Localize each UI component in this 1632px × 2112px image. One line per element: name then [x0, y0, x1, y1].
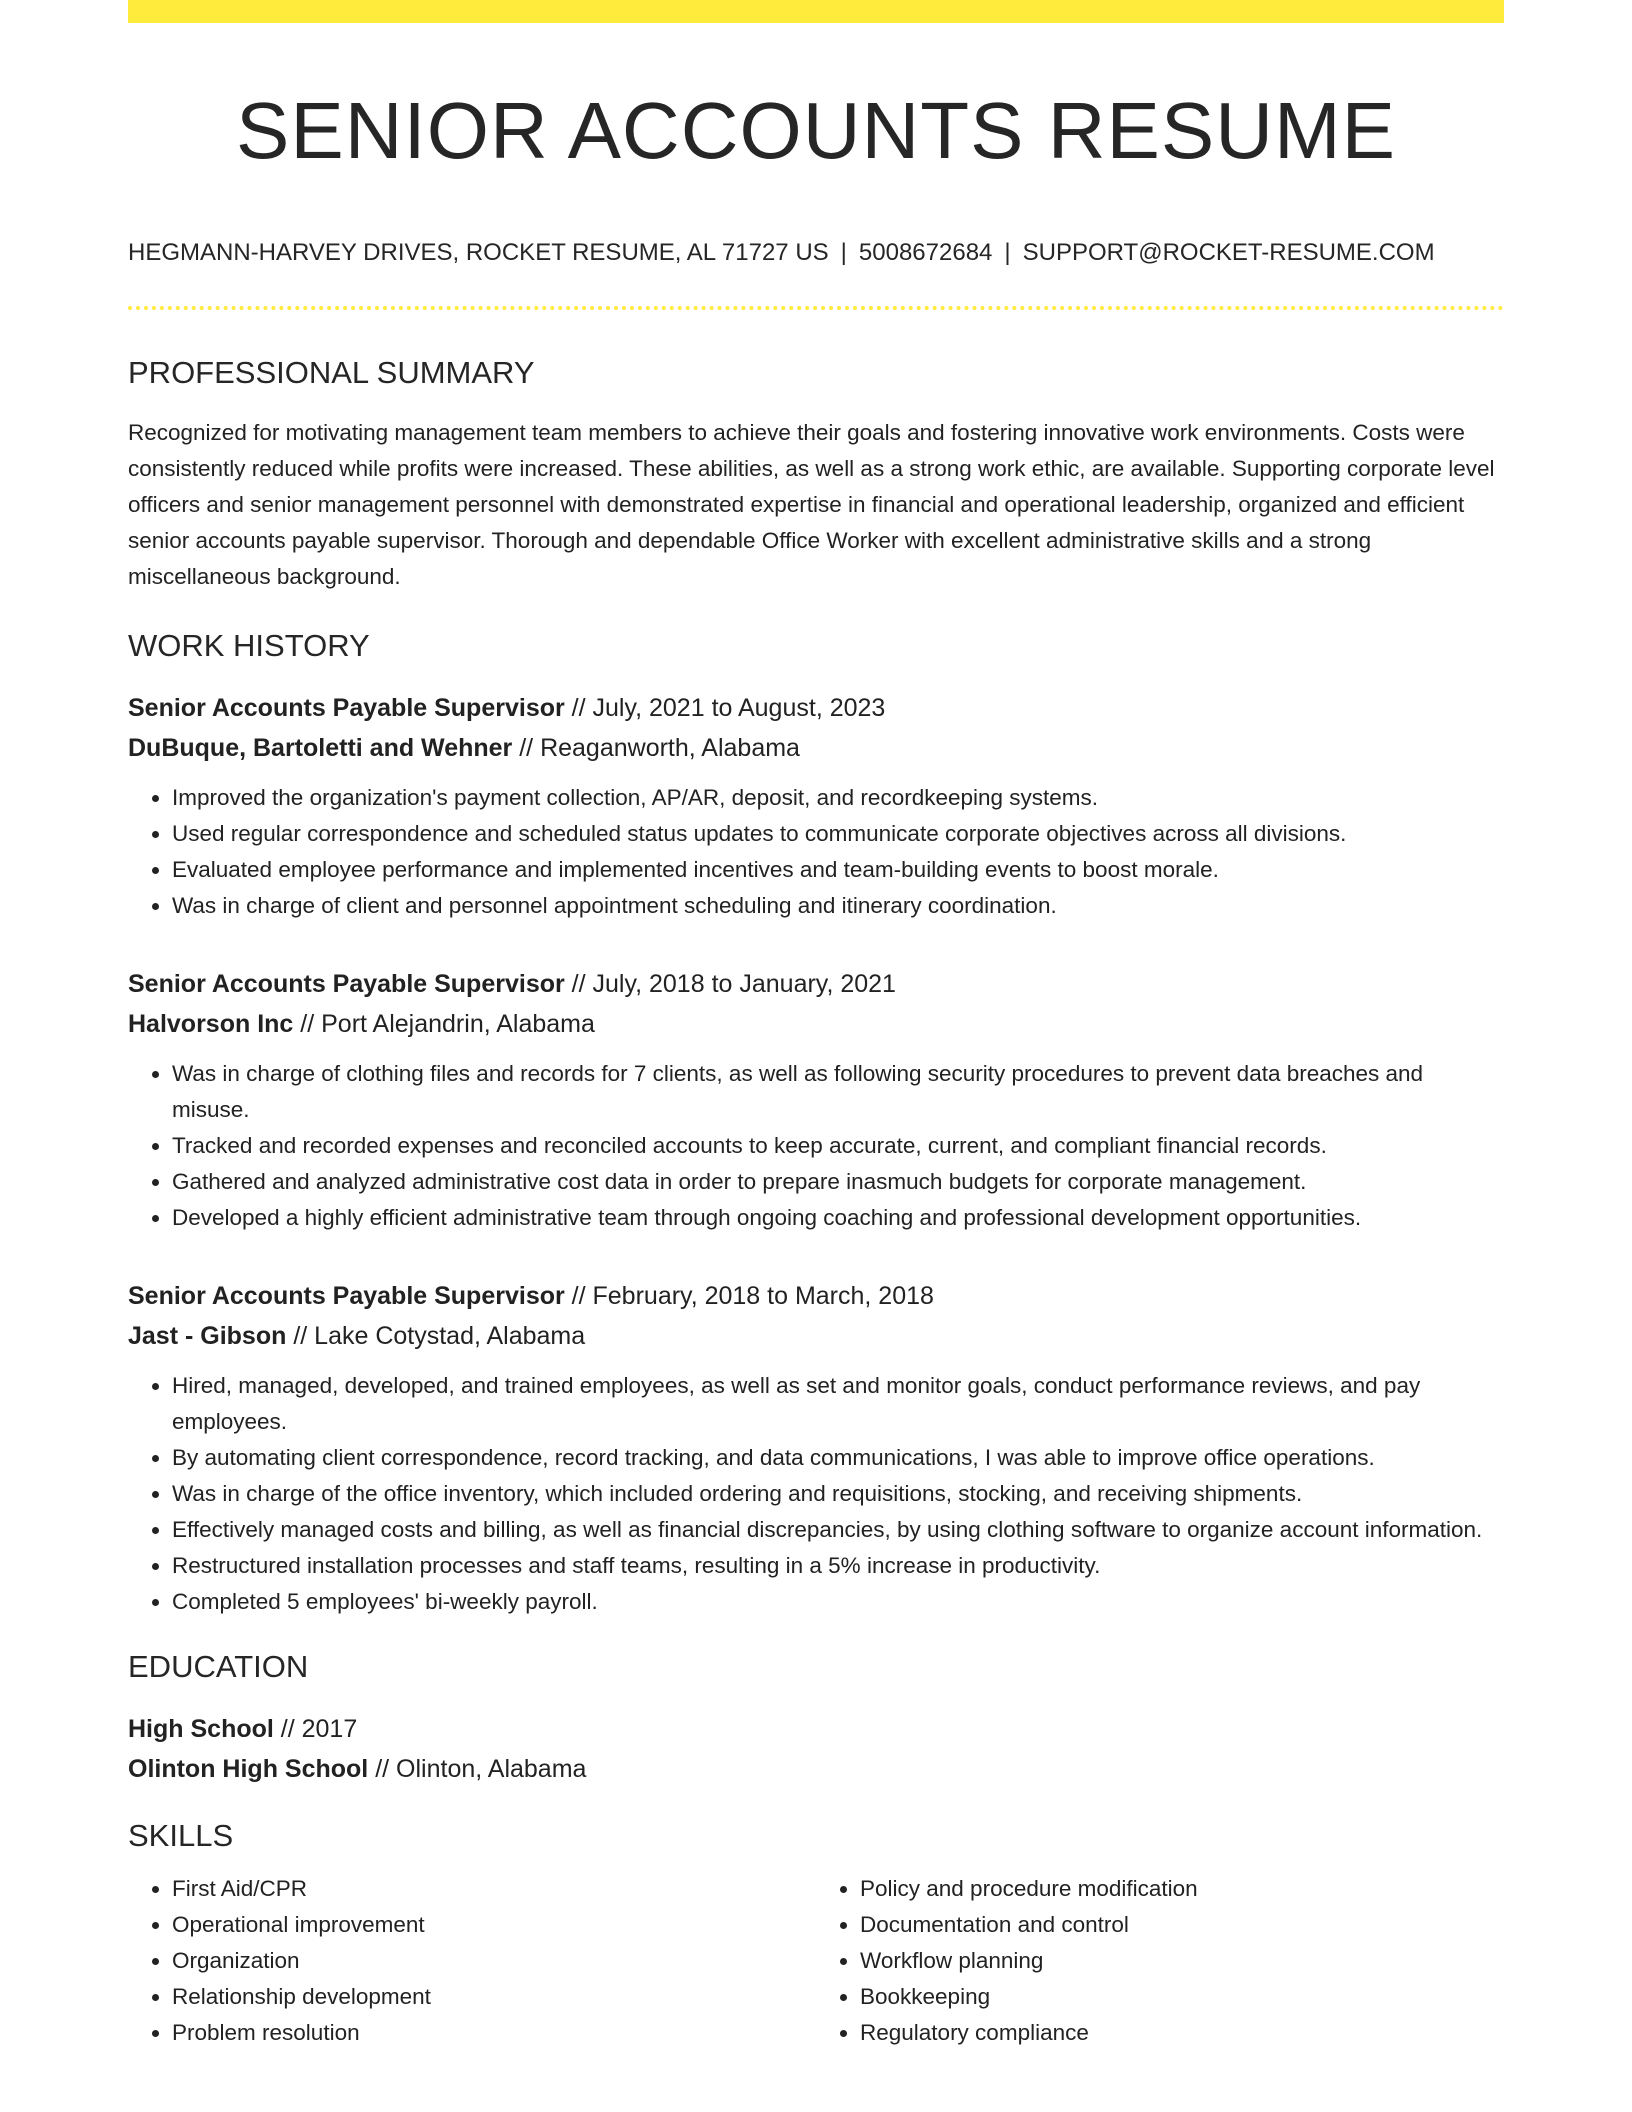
job-bullet: • Gathered and analyzed administrative cost data in order to prepare inasmuch budgets for corporate management. [172, 1164, 1504, 1200]
job-bullet: • Hired, managed, developed, and trained employees, as well as set and monitor goals, conduct performance reviews, and pay employees. [172, 1368, 1504, 1440]
job-company-line [128, 1004, 1504, 1044]
job-title-line [128, 964, 1504, 1004]
job-title: Senior Accounts Payable Supervisor [128, 1282, 565, 1311]
job-bullet: • Was in charge of clothing files and records for 7 clients, as well as following security procedures to prevent data breaches and misuse. [172, 1056, 1504, 1128]
job-entry [128, 964, 1504, 1236]
contact-email: SUPPORT@ROCKET-RESUME.COM [1022, 239, 1435, 266]
contact-separator: | [840, 239, 847, 266]
job-dates: // February, 2018 to March, 2018 [571, 1282, 934, 1311]
job-company: Jast - Gibson [128, 1322, 287, 1351]
job-title: Senior Accounts Payable Supervisor [128, 970, 565, 999]
job-title-line [128, 688, 1504, 728]
job-company-line [128, 728, 1504, 768]
education-degree-line [128, 1709, 1504, 1749]
accent-top-bar [128, 0, 1504, 23]
job-company-line [128, 1316, 1504, 1356]
skill-item: • Operational improvement [172, 1907, 816, 1943]
job-bullets [128, 780, 1504, 924]
education-degree: High School [128, 1715, 274, 1744]
job-entry [128, 1276, 1504, 1620]
job-bullet: • By automating client correspondence, record tracking, and data communications, I was able to improve office operations. [172, 1440, 1504, 1476]
skill-item: • Bookkeeping [860, 1979, 1504, 2015]
job-bullet: • Restructured installation processes and staff teams, resulting in a 5% increase in productivity. [172, 1548, 1504, 1584]
job-location: // Port Alejandrin, Alabama [300, 1010, 595, 1039]
skills-heading: SKILLS [128, 1818, 234, 1854]
job-dates: // July, 2021 to August, 2023 [571, 694, 886, 723]
contact-phone: 5008672684 [858, 239, 993, 266]
job-entry [128, 688, 1504, 924]
job-location: // Reaganworth, Alabama [519, 734, 800, 763]
education-school: Olinton High School [128, 1755, 369, 1784]
job-bullet: • Was in charge of client and personnel appointment scheduling and itinerary coordination. [172, 888, 1504, 924]
skill-item: • Regulatory compliance [860, 2015, 1504, 2051]
job-bullet: • Developed a highly efficient administrative team through ongoing coaching and professional development opportunities. [172, 1200, 1504, 1236]
job-bullets [128, 1368, 1504, 1620]
summary-heading: PROFESSIONAL SUMMARY [128, 354, 535, 390]
education-location: // Olinton, Alabama [375, 1755, 587, 1784]
work-history-heading: WORK HISTORY [128, 627, 370, 663]
skill-item: • Documentation and control [860, 1907, 1504, 1943]
resume-title: SENIOR ACCOUNTS RESUME [236, 86, 1396, 175]
skill-item: • Organization [172, 1943, 816, 1979]
job-company: Halvorson Inc [128, 1010, 294, 1039]
contact-line [128, 239, 1504, 268]
skill-item: • Workflow planning [860, 1943, 1504, 1979]
job-bullet: • Tracked and recorded expenses and reconciled accounts to keep accurate, current, and compliant financial records. [172, 1128, 1504, 1164]
summary-text: Recognized for motivating management team members to achieve their goals and fostering innovative work environments. Costs were consistently reduced while profits were increased. These abilities, as well as a strong work ethic, are available. Supporting corporate level officers and senior management personnel with demonstrated expertise in financial and operational leadership, organized and efficient senior accounts payable supervisor. Thorough and dependable Office Worker with excellent administrative skills and a strong miscellaneous background. [128, 419, 1495, 589]
skills-columns [128, 1871, 1504, 2051]
job-dates: // July, 2018 to January, 2021 [571, 970, 896, 999]
job-bullet: • Evaluated employee performance and implemented incentives and team-building events to boost morale. [172, 852, 1504, 888]
education-heading: EDUCATION [128, 1649, 309, 1685]
job-title: Senior Accounts Payable Supervisor [128, 694, 565, 723]
skill-item: • Relationship development [172, 1979, 816, 2015]
skills-list-left [128, 1871, 816, 2051]
dotted-divider [128, 306, 1504, 310]
job-bullet: • Completed 5 employees' bi-weekly payroll. [172, 1584, 1504, 1620]
job-title-line [128, 1276, 1504, 1316]
resume-page [128, 0, 1504, 2051]
job-bullet: • Used regular correspondence and scheduled status updates to communicate corporate objectives across all divisions. [172, 816, 1504, 852]
skill-item: • First Aid/CPR [172, 1871, 816, 1907]
job-bullets [128, 1056, 1504, 1236]
contact-separator: | [1004, 239, 1011, 266]
job-bullet: • Effectively managed costs and billing, as well as financial discrepancies, by using clothing software to organize account information. [172, 1512, 1504, 1548]
job-location: // Lake Cotystad, Alabama [293, 1322, 586, 1351]
job-bullet: • Improved the organization's payment collection, AP/AR, deposit, and recordkeeping systems. [172, 780, 1504, 816]
education-school-line [128, 1749, 1504, 1789]
skill-item: • Policy and procedure modification [860, 1871, 1504, 1907]
job-company: DuBuque, Bartoletti and Wehner [128, 734, 513, 763]
skill-item: • Problem resolution [172, 2015, 816, 2051]
education-entry [128, 1709, 1504, 1789]
skills-list-right [816, 1871, 1504, 2051]
education-year: // 2017 [280, 1715, 358, 1744]
contact-address: HEGMANN-HARVEY DRIVES, ROCKET RESUME, AL 71727 US [128, 239, 829, 266]
job-bullet: • Was in charge of the office inventory, which included ordering and requisitions, stocking, and receiving shipments. [172, 1476, 1504, 1512]
